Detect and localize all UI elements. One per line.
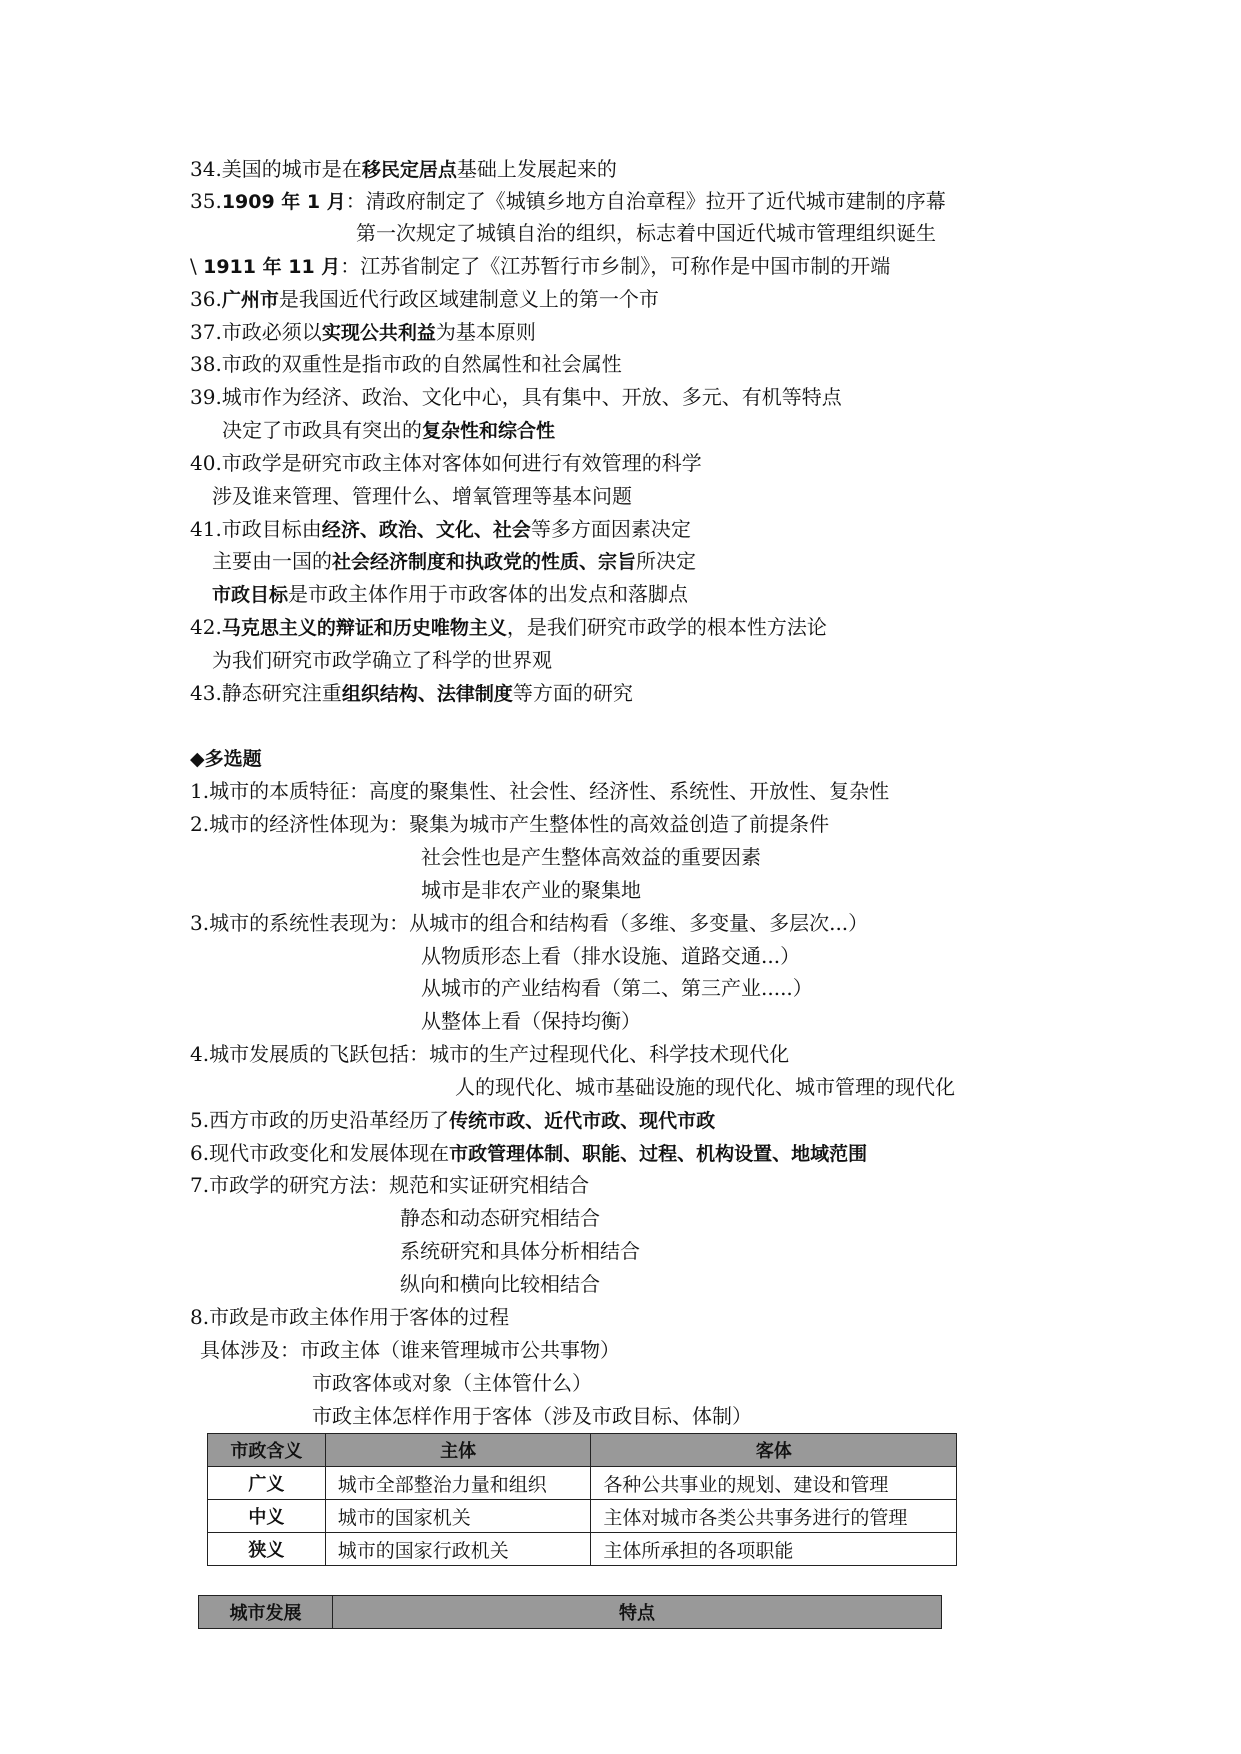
text-line bbox=[190, 185, 946, 217]
text-line bbox=[190, 513, 691, 545]
text-run: 2.城市的经济性体现为：聚集为城市产生整体性的高效益创造了前提条件 bbox=[190, 812, 830, 836]
bold-term: 组织结构、法律制度 bbox=[341, 683, 513, 705]
bold-term: 经济、政治、文化、社会 bbox=[321, 519, 531, 541]
text-run: 基础上发展起来的 bbox=[456, 157, 617, 181]
bold-term: 市政目标 bbox=[212, 584, 289, 606]
bold-term: 市政管理体制、职能、过程、机构设置、地域范围 bbox=[449, 1143, 868, 1165]
text-line bbox=[190, 381, 842, 413]
text-line bbox=[400, 1268, 600, 1300]
table-header-cell: 主体 bbox=[325, 1434, 591, 1467]
text-line bbox=[190, 283, 659, 315]
table-header-cell: 市政含义 bbox=[208, 1434, 326, 1467]
text-run: \ bbox=[190, 254, 204, 278]
text-run: 所决定 bbox=[636, 549, 697, 573]
text-run: 具体涉及：市政主体（谁来管理城市公共事物） bbox=[200, 1338, 620, 1362]
bold-term: 传统市政、近代市政、现代市政 bbox=[449, 1110, 716, 1132]
table-header-cell: 城市发展 bbox=[199, 1596, 333, 1629]
table-cell: 中义 bbox=[208, 1500, 326, 1533]
text-run: 8.市政是市政主体作用于客体的过程 bbox=[190, 1305, 510, 1329]
table-cell: 城市的国家机关 bbox=[325, 1500, 591, 1533]
text-run: 是市政主体作用于市政客体的出发点和落脚点 bbox=[288, 582, 689, 606]
text-run: ：清政府制定了《城镇乡地方自治章程》拉开了近代城市建制的序幕 bbox=[345, 189, 946, 213]
text-line bbox=[421, 940, 800, 972]
text-run: 43.静态研究注重 bbox=[190, 681, 342, 705]
text-line bbox=[190, 1104, 715, 1136]
municipal-meaning-table bbox=[207, 1433, 957, 1566]
text-line bbox=[212, 644, 552, 676]
text-run: 为基本原则 bbox=[435, 320, 536, 344]
text-run: 3.城市的系统性表现为：从城市的组合和结构看（多维、多变量、多层次...） bbox=[190, 911, 869, 935]
text-run: 40.市政学是研究市政主体对客体如何进行有效管理的科学 bbox=[190, 451, 702, 475]
text-run: 城市是非农产业的聚集地 bbox=[421, 878, 641, 902]
text-line bbox=[421, 841, 761, 873]
table-cell: 狭义 bbox=[208, 1533, 326, 1566]
text-run: 5.西方市政的历史沿革经历了 bbox=[190, 1108, 450, 1132]
text-line bbox=[312, 1400, 752, 1432]
table-row bbox=[208, 1500, 957, 1533]
text-line bbox=[190, 1137, 867, 1169]
text-line bbox=[312, 1367, 592, 1399]
text-line bbox=[190, 775, 889, 807]
table-row bbox=[208, 1467, 957, 1500]
text-run: 7.市政学的研究方法：规范和实证研究相结合 bbox=[190, 1173, 590, 1197]
text-run: 39.城市作为经济、政治、文化中心，具有集中、开放、多元、有机等特点 bbox=[190, 385, 842, 409]
text-line bbox=[212, 578, 688, 610]
table-header-cell: 特点 bbox=[332, 1596, 941, 1629]
text-line bbox=[455, 1071, 955, 1103]
bold-term: 1911 年 11 月 bbox=[203, 256, 341, 278]
text-run: 36. bbox=[190, 287, 222, 311]
text-run: 从整体上看（保持均衡） bbox=[421, 1009, 641, 1033]
text-run: 41.市政目标由 bbox=[190, 517, 322, 541]
text-run: 人的现代化、城市基础设施的现代化、城市管理的现代化 bbox=[455, 1075, 955, 1099]
table-header-cell: 客体 bbox=[591, 1434, 957, 1467]
text-line bbox=[190, 153, 617, 185]
table-cell: 主体对城市各类公共事务进行的管理 bbox=[591, 1500, 957, 1533]
text-line bbox=[421, 1005, 641, 1037]
text-run: 34.美国的城市是在 bbox=[190, 157, 362, 181]
bold-term: 马克思主义的辩证和历史唯物主义 bbox=[221, 617, 507, 639]
bold-term: ◆多选题 bbox=[190, 748, 262, 770]
text-run: 1.城市的本质特征：高度的聚集性、社会性、经济性、系统性、开放性、复杂性 bbox=[190, 779, 890, 803]
text-line bbox=[190, 611, 827, 643]
text-line bbox=[190, 1169, 589, 1201]
table-cell: 主体所承担的各项职能 bbox=[591, 1533, 957, 1566]
text-run: 38.市政的双重性是指市政的自然属性和社会属性 bbox=[190, 352, 622, 376]
text-run: 第一次规定了城镇自治的组织，标志着中国近代城市管理组织诞生 bbox=[356, 221, 936, 245]
text-line bbox=[190, 677, 633, 709]
text-line bbox=[222, 414, 555, 446]
section-heading bbox=[190, 742, 262, 774]
text-run: 37.市政必须以 bbox=[190, 320, 322, 344]
table-cell: 各种公共事业的规划、建设和管理 bbox=[591, 1467, 957, 1500]
text-run: 市政主体怎样作用于客体（涉及市政目标、体制） bbox=[312, 1404, 752, 1428]
text-line bbox=[190, 447, 702, 479]
text-run: 静态和动态研究相结合 bbox=[400, 1206, 600, 1230]
text-run: 35. bbox=[190, 189, 222, 213]
text-run: 4.城市发展质的飞跃包括：城市的生产过程现代化、科学技术现代化 bbox=[190, 1042, 790, 1066]
table-cell: 城市全部整治力量和组织 bbox=[325, 1467, 591, 1500]
bold-term: 复杂性和综合性 bbox=[422, 420, 556, 442]
text-run: 涉及谁来管理、管理什么、增氧管理等基本问题 bbox=[212, 484, 632, 508]
table-cell: 广义 bbox=[208, 1467, 326, 1500]
text-line bbox=[190, 1038, 789, 1070]
table-row bbox=[208, 1533, 957, 1566]
bold-term: 社会经济制度和执政党的性质、宗旨 bbox=[332, 551, 637, 573]
text-line bbox=[190, 1301, 509, 1333]
text-run: 6.现代市政变化和发展体现在 bbox=[190, 1141, 450, 1165]
text-line bbox=[190, 348, 622, 380]
text-line bbox=[190, 316, 536, 348]
text-run: 从城市的产业结构看（第二、第三产业.....） bbox=[421, 976, 813, 1000]
text-line bbox=[212, 545, 696, 577]
text-run: 是我国近代行政区域建制意义上的第一个市 bbox=[278, 287, 659, 311]
text-run: 为我们研究市政学确立了科学的世界观 bbox=[212, 648, 552, 672]
text-run: 社会性也是产生整体高效益的重要因素 bbox=[421, 845, 761, 869]
text-line bbox=[400, 1235, 640, 1267]
text-run: 决定了市政具有突出的 bbox=[222, 418, 422, 442]
text-run: 纵向和横向比较相结合 bbox=[400, 1272, 600, 1296]
text-run: 等方面的研究 bbox=[512, 681, 633, 705]
text-line bbox=[421, 874, 641, 906]
text-run: 市政客体或对象（主体管什么） bbox=[312, 1371, 592, 1395]
table-header-row bbox=[208, 1434, 957, 1467]
text-line bbox=[356, 217, 936, 249]
text-line bbox=[190, 907, 868, 939]
bold-term: 实现公共利益 bbox=[321, 322, 436, 344]
text-run: ，是我们研究市政学的根本性方法论 bbox=[506, 615, 827, 639]
text-line bbox=[212, 480, 632, 512]
text-line bbox=[200, 1334, 620, 1366]
text-line bbox=[190, 250, 890, 282]
bold-term: 移民定居点 bbox=[361, 159, 457, 181]
text-run: 等多方面因素决定 bbox=[530, 517, 691, 541]
table-cell: 城市的国家行政机关 bbox=[325, 1533, 591, 1566]
text-run: ：江苏省制定了《江苏暂行市乡制》，可称作是中国市制的开端 bbox=[340, 254, 891, 278]
text-run: 42. bbox=[190, 615, 222, 639]
text-run: 从物质形态上看（排水设施、道路交通...） bbox=[421, 944, 801, 968]
text-run: 系统研究和具体分析相结合 bbox=[400, 1239, 640, 1263]
text-line bbox=[421, 972, 813, 1004]
bold-term: 广州市 bbox=[221, 289, 279, 311]
text-run: 主要由一国的 bbox=[212, 549, 332, 573]
text-line bbox=[190, 808, 829, 840]
bold-term: 1909 年 1 月 bbox=[221, 191, 346, 213]
text-line bbox=[400, 1202, 600, 1234]
table-header-row bbox=[199, 1596, 942, 1629]
city-development-table bbox=[198, 1595, 942, 1629]
